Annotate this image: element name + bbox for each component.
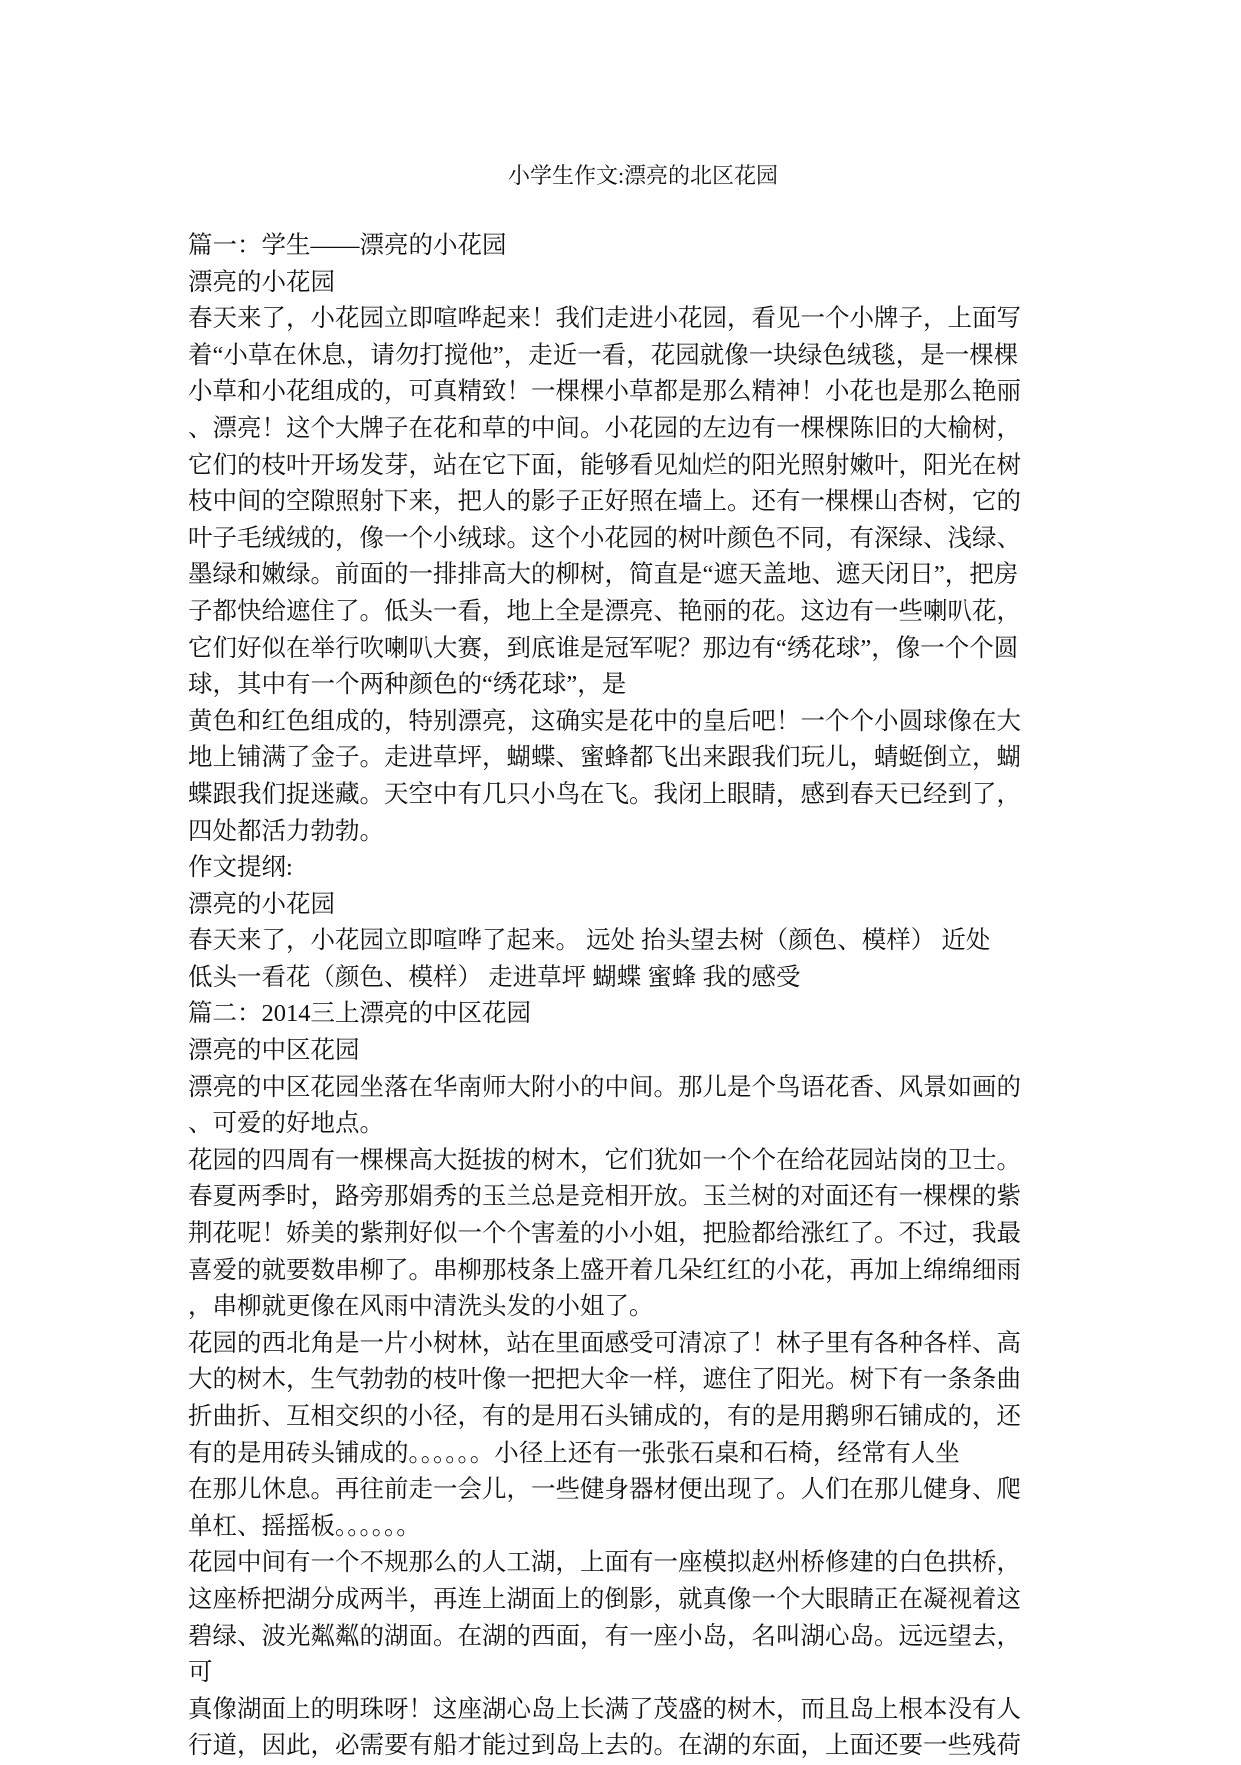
- text-line: 它们好似在举行吹喇叭大赛，到底谁是冠军呢？那边有“绣花球”，像一个个圆: [188, 634, 1019, 662]
- text-line: 单杠、摇摇板。。。。。。: [188, 1512, 421, 1540]
- text-line: ，串柳就更像在风雨中清洗头发的小姐了。: [188, 1293, 654, 1321]
- text-line: 篇一：学生——漂亮的小花园: [188, 232, 507, 259]
- text-line: 漂亮的中区花园: [188, 1037, 360, 1065]
- text-line: 可: [188, 1659, 213, 1687]
- text-line: 这座桥把湖分成两半，再连上湖面上的倒影，就真像一个大眼睛正在凝视着这: [188, 1585, 1021, 1613]
- text-line: 有的是用砖头铺成的。。。。。。小径上还有一张张石桌和石椅，经常有人坐: [188, 1439, 960, 1467]
- text-line: 球，其中有一个两种颜色的“绣花球”，是: [188, 671, 627, 699]
- text-line: 大的树木，生气勃勃的枝叶像一把把大伞一样，遮住了阳光。树下有一条条曲: [188, 1366, 1021, 1394]
- text-line: 折曲折、互相交织的小径，有的是用石头铺成的，有的是用鹅卵石铺成的，还: [188, 1403, 1021, 1430]
- text-line: 春夏两季时，路旁那娟秀的玉兰总是竞相开放。玉兰树的对面还有一棵棵的紫: [188, 1183, 1021, 1211]
- text-line: 漂亮的小花园: [188, 890, 335, 918]
- text-line: 蝶跟我们捉迷藏。天空中有几只小鸟在飞。我闭上眼睛，感到春天已经到了，: [188, 780, 1021, 808]
- text-line: 着“小草在休息，请勿打搅他”，走近一看，花园就像一块绿色绒毯，是一棵棵: [188, 341, 1019, 369]
- text-line: 漂亮的中区花园坐落在华南师大附小的中间。那儿是个鸟语花香、风景如画的: [188, 1073, 1021, 1101]
- text-line: 小草和小花组成的，可真精致！一棵棵小草都是那么精神！小花也是那么艳丽: [188, 378, 1021, 406]
- text-line: 墨绿和嫩绿。前面的一排排高大的柳树，简直是“遮天盖地、遮天闭日”，把房: [188, 561, 1019, 589]
- text-line: 黄色和红色组成的，特别漂亮，这确实是花中的皇后吧！一个个小圆球像在大: [188, 707, 1021, 735]
- text-line: 漂亮的小花园: [188, 268, 335, 296]
- text-line: 、可爱的好地点。: [188, 1110, 384, 1138]
- text-line: 行道，因此，必需要有船才能过到岛上去的。在湖的东面，上面还要一些残荷: [188, 1732, 1021, 1760]
- text-line: 地上铺满了金子。走进草坪，蝴蝶、蜜蜂都飞出来跟我们玩儿，蜻蜓倒立，蝴: [188, 744, 1021, 772]
- text-line: 真像湖面上的明珠呀！这座湖心岛上长满了茂盛的树木，而且岛上根本没有人: [188, 1695, 1021, 1723]
- text-line: 春天来了，小花园立即喧哗起来！我们走进小花园，看见一个小牌子，上面写: [188, 305, 1021, 333]
- text-line: 枝中间的空隙照射下来，把人的影子正好照在墙上。还有一棵棵山杏树，它的: [188, 488, 1021, 516]
- document-body: [188, 228, 1048, 1765]
- text-line: 荆花呢！娇美的紫荆好似一个个害羞的小小姐，把脸都给涨红了。不过，我最: [188, 1220, 1021, 1248]
- text-line: 、漂亮！这个大牌子在花和草的中间。小花园的左边有一棵棵陈旧的大榆树，: [188, 414, 1021, 442]
- document-title: 小学生作文:漂亮的北区花园: [507, 163, 779, 188]
- text-line: 花园中间有一个不规那么的人工湖，上面有一座模拟赵州桥修建的白色拱桥，: [188, 1549, 1021, 1577]
- text-line: 作文提纲:: [188, 854, 293, 882]
- text-line: 碧绿、波光粼粼的湖面。在湖的西面，有一座小岛，名叫湖心岛。远远望去，: [188, 1622, 1021, 1650]
- document-page: [188, 160, 1048, 1765]
- text-line: 在那儿休息。再往前走一会儿，一些健身器材便出现了。人们在那儿健身、爬: [188, 1476, 1021, 1504]
- text-line: 它们的枝叶开场发芽，站在它下面，能够看见灿烂的阳光照射嫩叶，阳光在树: [188, 451, 1021, 479]
- text-line: 篇二：2014三上漂亮的中区花园: [188, 1000, 531, 1028]
- text-line: 子都快给遮住了。低头一看，地上全是漂亮、艳丽的花。这边有一些喇叭花，: [188, 597, 1021, 625]
- text-line: 花园的四周有一棵棵高大挺拔的树木，它们犹如一个个在给花园站岗的卫士。: [188, 1146, 1021, 1174]
- text-line: 花园的西北角是一片小树林，站在里面感受可清凉了！林子里有各种各样、高: [188, 1329, 1021, 1357]
- text-line: 低头一看花（颜色、模样） 走进草坪 蝴蝶 蜜蜂 我的感受: [188, 963, 801, 991]
- text-line: 喜爱的就要数串柳了。串柳那枝条上盛开着几朵红红的小花，再加上绵绵细雨: [188, 1256, 1021, 1284]
- text-line: 叶子毛绒绒的，像一个小绒球。这个小花园的树叶颜色不同，有深绿、浅绿、: [188, 524, 1021, 552]
- text-line: 四处都活力勃勃。: [188, 817, 384, 845]
- text-line: 春天来了，小花园立即喧哗了起来。 远处 抬头望去树（颜色、模样） 近处: [188, 927, 991, 955]
